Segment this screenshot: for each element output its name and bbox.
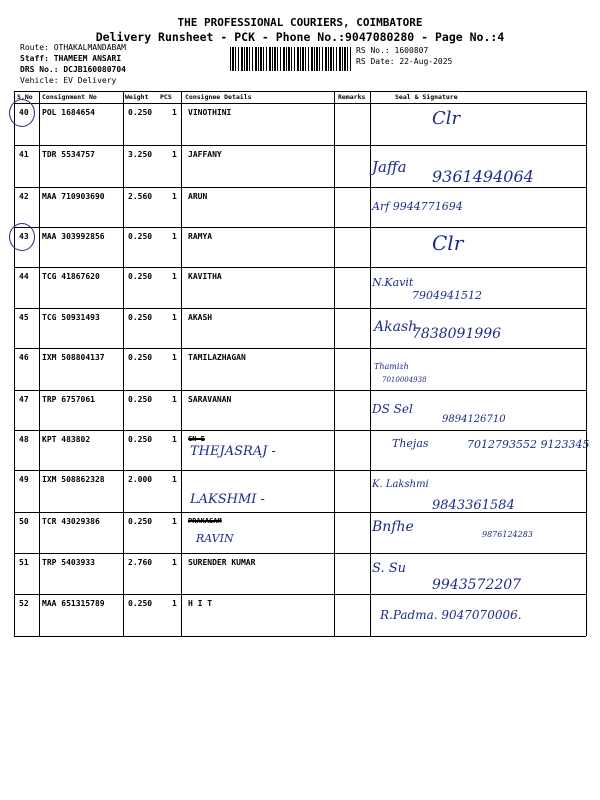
pcs-cell: 1 [172,599,177,608]
pcs-cell: 1 [172,108,177,117]
column-header: Weight [125,93,149,101]
signature: Akash [374,319,418,335]
consignee-cell: AKASH [188,313,213,322]
sno-cell: 50 [19,517,29,526]
sno-cell: 45 [19,313,29,322]
handwritten-consignee: THEJASRAJ - [190,444,276,459]
consignment-no-cell: TDR 5534757 [42,150,95,159]
row-divider [14,430,586,431]
column-header: PCS [160,93,172,101]
header-bottom-border [14,103,586,104]
handwritten-consignee: LAKSHMI - [190,492,265,507]
consignment-no-cell: MAA 651315789 [42,599,105,608]
column-header: Consignment No [42,93,97,101]
rs-no-value: 1600807 [394,46,429,55]
sno-cell: 44 [19,272,29,281]
pcs-cell: 1 [172,395,177,404]
vehicle-label: Vehicle: [20,76,59,85]
column-divider [14,91,15,636]
column-divider [181,91,182,636]
signature: Clr [432,231,464,255]
rs-no-label: RS No.: [356,46,390,55]
row-divider [14,267,586,268]
weight-cell: 0.250 [128,313,153,322]
signature-phone: 7838091996 [412,326,502,342]
column-divider [370,91,371,636]
sno-cell: 51 [19,558,29,567]
sno-cell: 43 [19,232,29,241]
route-value: OTHAKALMANDABAM [53,43,126,52]
drs-value: DCJB160080704 [63,65,126,74]
consignment-no-cell: TCG 50931493 [42,313,100,322]
barcode [230,47,352,71]
column-header: S.No [17,93,33,101]
drs-label: DRS No.: [20,65,59,74]
consignee-cell: H I T [188,599,213,608]
row-divider [14,594,586,595]
column-divider [586,91,587,636]
consignee-cell: VINOTHINI [188,108,232,117]
consignment-no-cell: TCG 41867620 [42,272,100,281]
staff-label: Staff: [20,54,49,63]
signature: R.Padma. 9047070006. [380,608,522,622]
sno-cell: 48 [19,435,29,444]
signature-phone: 7904941512 [412,289,482,302]
pcs-cell: 1 [172,353,177,362]
consignment-no-cell: KPT 483802 [42,435,91,444]
signature: DS Sel [372,402,413,416]
route-label: Route: [20,43,49,52]
pcs-cell: 1 [172,435,177,444]
weight-cell: 3.250 [128,150,153,159]
row-divider [14,227,586,228]
pcs-cell: 1 [172,192,177,201]
sno-cell: 49 [19,475,29,484]
pcs-cell: 1 [172,517,177,526]
consignee-cell: TAMILAZHAGAN [188,353,246,362]
weight-cell: 0.250 [128,435,153,444]
document-title: THE PROFESSIONAL COURIERS, COIMBATORE [177,16,423,29]
row-divider [14,348,586,349]
row-divider [14,145,586,146]
runsheet-meta-right [356,45,452,67]
signature-phone: 9894126710 [442,414,506,425]
signature: K. Lakshmi [372,479,429,490]
pcs-cell: 1 [172,558,177,567]
consignment-no-cell: IXM 508862328 [42,475,105,484]
pcs-cell: 1 [172,475,177,484]
rs-date-value: 22-Aug-2025 [399,57,453,66]
handwritten-consignee: RAVIN [196,532,234,545]
signature: Arf 9944771694 [372,199,463,213]
consignee-cell: JAFFANY [188,150,222,159]
sno-cell: 47 [19,395,29,404]
pcs-cell: 1 [172,272,177,281]
sno-cell: 52 [19,599,29,608]
consignment-no-cell: TCR 43029386 [42,517,100,526]
consignee-cell: KAVITHA [188,272,222,281]
row-divider [14,636,586,637]
weight-cell: 0.250 [128,232,153,241]
weight-cell: 0.250 [128,353,153,362]
sno-cell: 40 [19,108,29,117]
consignee-cell: ARUN [188,192,208,201]
sno-circle-mark [9,223,35,251]
signature: Bnfhe [372,519,414,535]
weight-cell: 2.560 [128,192,153,201]
vehicle-value: EV Delivery [63,76,117,85]
weight-cell: 0.250 [128,108,153,117]
runsheet-meta-left [20,42,126,86]
row-divider [14,553,586,554]
row-divider [14,470,586,471]
pcs-cell: 1 [172,313,177,322]
signature: Thamizh [374,362,409,371]
staff-value: THAMEEM ANSARI [53,54,122,63]
weight-cell: 2.000 [128,475,153,484]
signature: Thejas [392,436,429,450]
consignment-no-cell: TRP 5403933 [42,558,95,567]
signature: Clr [432,108,461,129]
sno-cell: 46 [19,353,29,362]
column-header: Seal & Signature [395,93,458,101]
column-header: Consignee Details [185,93,252,101]
row-divider [14,308,586,309]
column-divider [39,91,40,636]
consignee-cell: GN E [188,435,205,443]
row-divider [14,187,586,188]
consignment-no-cell: MAA 710903690 [42,192,105,201]
sno-circle-mark [9,99,35,127]
weight-cell: 2.760 [128,558,153,567]
column-divider [123,91,124,636]
consignee-cell: SURENDER KUMAR [188,558,256,567]
table-top-border [14,91,586,92]
pcs-cell: 1 [172,150,177,159]
column-divider [334,91,335,636]
signature-phone: 7010004938 [382,376,427,384]
weight-cell: 0.250 [128,272,153,281]
consignee-cell: PRAKASAM [188,517,222,525]
signature-phone: 9876124283 [482,530,533,539]
sno-cell: 42 [19,192,29,201]
row-divider [14,390,586,391]
consignee-cell: SARAVANAN [188,395,232,404]
signature: Jaffa [372,157,407,176]
document-subtitle: Delivery Runsheet - PCK - Phone No.:9047080280 - Page No.:4 [95,30,505,44]
sno-cell: 41 [19,150,29,159]
signature: N.Kavit [372,275,414,289]
signature: S. Su [372,560,406,576]
weight-cell: 0.250 [128,517,153,526]
pcs-cell: 1 [172,232,177,241]
signature-phone: 9361494064 [432,167,534,186]
consignment-no-cell: MAA 303992856 [42,232,105,241]
weight-cell: 0.250 [128,395,153,404]
signature-phone: 7012793552 9123345 [467,438,590,451]
signature-phone: 9943572207 [432,577,522,593]
signature-phone: 9843361584 [432,498,515,513]
consignment-no-cell: IXM 508804137 [42,353,105,362]
rs-date-label: RS Date: [356,57,395,66]
consignment-no-cell: TRP 6757061 [42,395,95,404]
consignment-no-cell: POL 1684654 [42,108,95,117]
column-header: Remarks [338,93,366,101]
consignee-cell: RAMYA [188,232,213,241]
weight-cell: 0.250 [128,599,153,608]
